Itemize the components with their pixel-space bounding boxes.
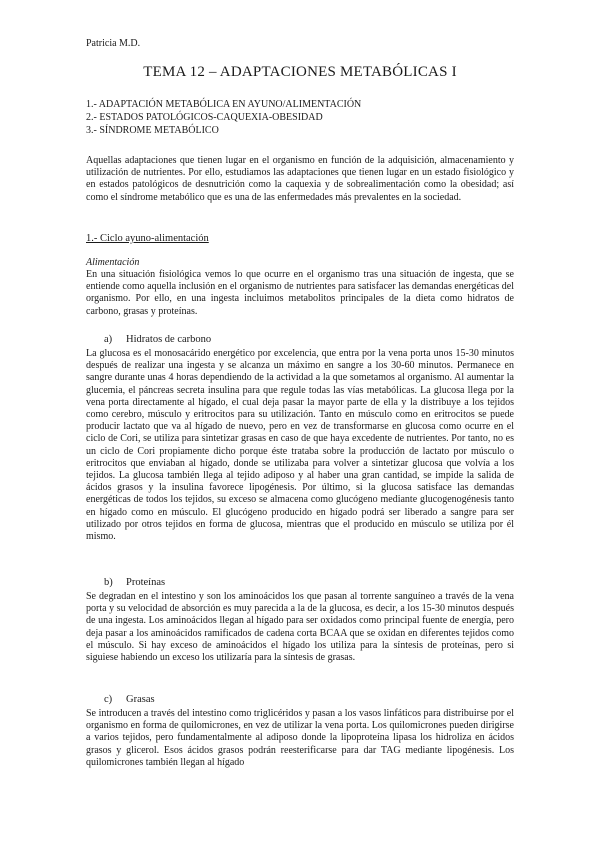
alimentacion-paragraph: En una situación fisiológica vemos lo que ocurre en el organismo tras una situación de ingesta, que se entiende como aquella inclusión en el organismo de nutrientes para satisfacer las demandas energéticas del organismo. Por ello, en una ingesta incluimos metabolitos principales de la dieta como hidratos de carbono, grasas y proteínas. <box>86 269 514 317</box>
list-marker: b) <box>104 577 113 588</box>
hidratos-paragraph: La glucosa es el monosacárido energético por excelencia, que entra por la vena porta unos 15-30 minutos después de realizar una ingesta y se alcanza un máximo en sangre a los 30-60 minutos. Permanece en sangre durante unas 4 horas dependiendo de la actividad a la que sometamos al organismo. Al aumentar la glucemia, el páncreas secreta insulina para que regule todas las vías metabólicas. La glucosa llega por la vena porta directamente al hígado, el cual deja pasar la mayor parte de ella y la distribuye a los tejidos como cerebro, músculo y eritrocitos para su utilización. Tanto en músculo como en eritrocitos se puede producir lactato que va al hígado de nuevo, pero en vez de transformarse en glucosa como ocurre en el ciclo de Cori, se utiliza para sintetizar grasas en caso de que haya excedente de nutrientes. Por tanto, no es un ciclo de Cori propiamente dicho porque éste trataba sobre la producción de lactato por músculo o eritrocitos que enviaban al hígado, donde se utilizaba para volver a sintetizar glucosa que volvía a los tejidos. La glucosa también llega al tejido adiposo y al haber una gran cantidad, se impide la salida de ácidos grasos y la insulina favorece lipogénesis. Por último, si la glucosa satisface las demandas energéticas de todos los tejidos, su exceso se almacena como glucógeno mediante glucogenogénesis tanto en hígado como en músculo. El glucógeno producido en hígado podrá ser liberado a sangre para ser utilizado por otros tejidos en forma de glucosa, mientras que el producido en músculo se utiliza por él mismo. <box>86 348 514 543</box>
section-heading: 1.- Ciclo ayuno-alimentación <box>86 233 209 244</box>
toc-item: 3.- SÍNDROME METABÓLICO <box>86 125 219 136</box>
page-title: TEMA 12 – ADAPTACIONES METABÓLICAS I <box>143 64 457 80</box>
proteinas-paragraph: Se degradan en el intestino y son los aminoácidos los que pasan al torrente sanguíneo a través de la vena porta y su velocidad de absorción es muy parecida a la de la glucosa, es decir, a los 15-30 minutos después de una ingesta. Los aminoácidos llegan al hígado para ser oxidados como principal fuente de energía, pero deja pasar a los aminoácidos ramificados de cadena corta BCAA que se oxidan en diferentes tejidos como el músculo. Si hay exceso de aminoácidos el hígado los utiliza para la síntesis de proteínas, pero si siguiese habiendo un exceso los utilizaría para la síntesis de grasas. <box>86 591 514 664</box>
list-marker: a) <box>104 334 113 345</box>
list-marker: c) <box>104 694 113 705</box>
grasas-paragraph: Se introducen a través del intestino como triglicéridos y pasan a los vasos linfáticos para distribuirse por el organismo en forma de quilomicrones, en vez de utilizar la vena porta. Los quilomicrones pueden dirigirse a varios tejidos, pero fundamentalmente al adiposo donde la lipoproteína lipasa los hidroliza en ácidos grasos y glicerol. Esos ácidos grasos podrán reesterificarse para dar TAG mediante lipogénesis. Los quilomicrones también llegan al hígado <box>86 708 514 768</box>
toc-item: 1.- ADAPTACIÓN METABÓLICA EN AYUNO/ALIMENTACIÓN <box>86 99 362 110</box>
proteinas-heading <box>104 577 165 588</box>
toc-item: 2.- ESTADOS PATOLÓGICOS-CAQUEXIA-OBESIDAD <box>86 112 323 123</box>
subsection-heading: Alimentación <box>86 257 140 268</box>
list-label: Hidratos de carbono <box>126 334 212 345</box>
grasas-heading <box>104 694 155 705</box>
list-label: Proteínas <box>126 577 166 588</box>
list-label: Grasas <box>126 694 155 705</box>
hidratos-heading <box>104 334 211 345</box>
table-of-contents <box>86 98 361 137</box>
intro-paragraph: Aquellas adaptaciones que tienen lugar en el organismo en función de la adquisición, almacenamiento y utilización de nutrientes. Por ello, estudiamos las adaptaciones que tienen lugar en un estado fisiológico y en estados patológicos de desnutrición como la caquexia y de sobrealimentación como la obesidad; así como el síndrome metabólico que es una de las enfermedades más prevalentes en la sociedad. <box>86 155 514 203</box>
author-name: Patricia M.D. <box>86 38 141 49</box>
